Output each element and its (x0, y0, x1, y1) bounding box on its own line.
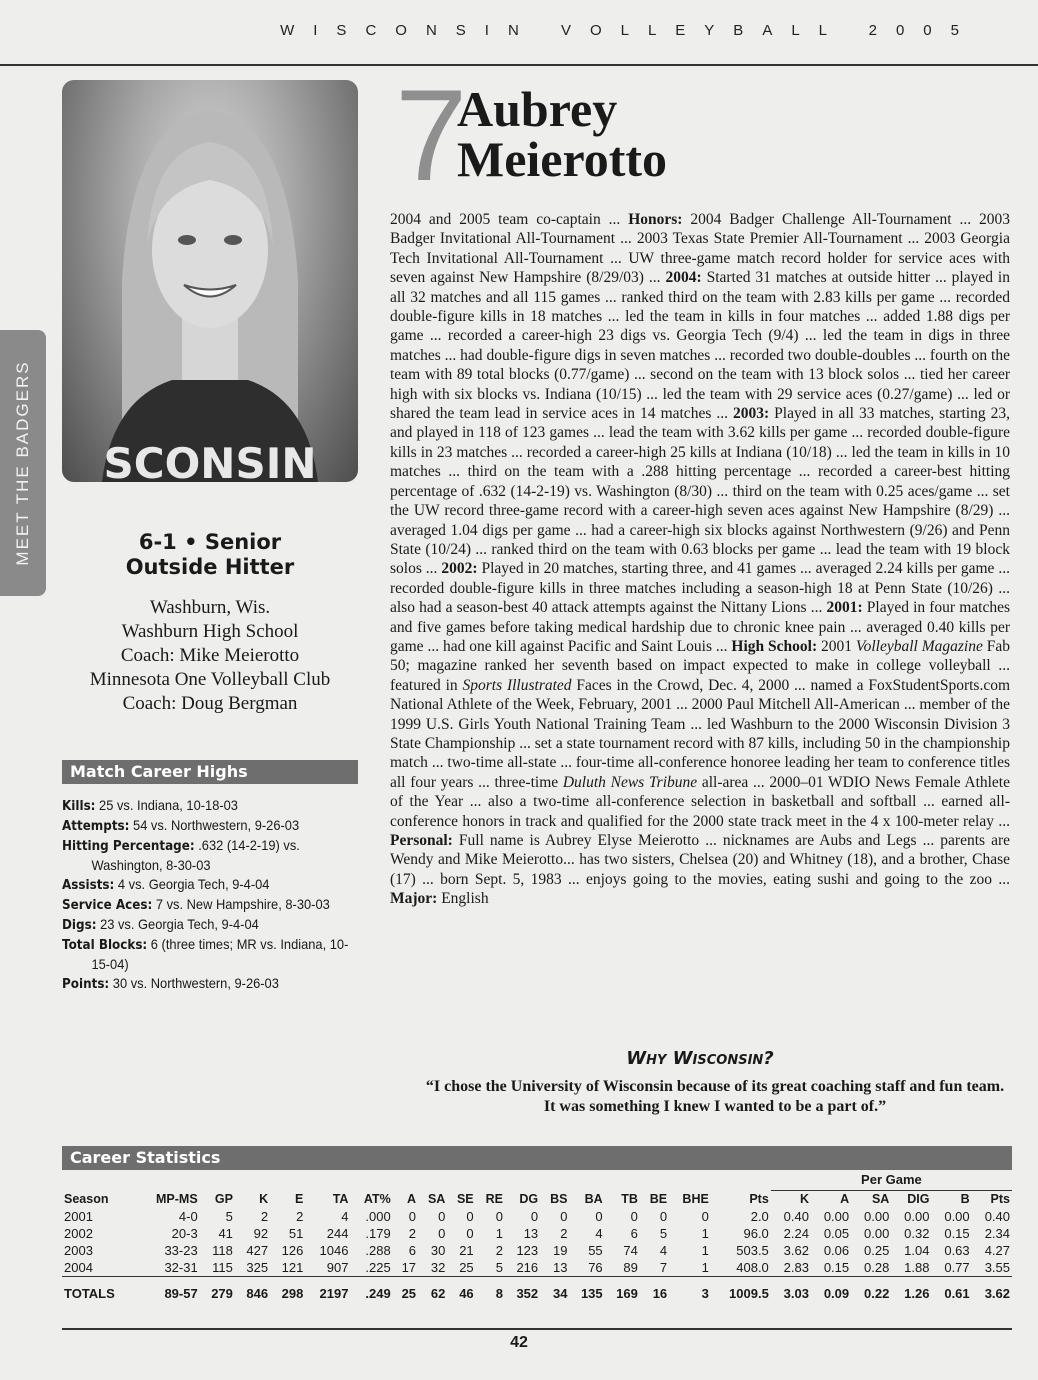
club: Minnesota One Volleyball Club (89, 669, 331, 690)
table-cell: 279 (200, 1276, 235, 1305)
table-header (62, 1190, 1012, 1208)
column-header: GP (214, 1191, 233, 1206)
column-header: TB (621, 1191, 638, 1206)
table-cell: .179 (365, 1225, 391, 1241)
column-header: Pts (990, 1192, 1010, 1206)
table-cell: 89 (623, 1259, 638, 1275)
table-cell: 96.0 (743, 1225, 769, 1241)
table-cell: 0.32 (904, 1225, 930, 1241)
table-cell: 0 (408, 1208, 417, 1224)
table-cell: 0.40 (984, 1208, 1010, 1224)
table-cell: .000 (365, 1208, 391, 1224)
table-cell: 4.27 (984, 1242, 1010, 1258)
table-cell: 0.15 (944, 1225, 970, 1241)
column-header: BA (584, 1191, 603, 1206)
table-cell: 0.63 (944, 1242, 970, 1258)
table-cell: 1 (495, 1225, 503, 1241)
table-cell: 0.06 (823, 1242, 850, 1258)
column-header: B (960, 1192, 970, 1206)
column-header: SE (456, 1191, 474, 1206)
high-school: Washburn High School (121, 621, 299, 642)
table-row (62, 1225, 1012, 1242)
table-cell: 4 (341, 1208, 349, 1224)
table-row (62, 1259, 1012, 1277)
player-photo (62, 80, 358, 482)
table-cell: 0 (495, 1208, 503, 1224)
table-cell: 1.04 (904, 1242, 930, 1258)
table-cell: 33-23 (164, 1242, 198, 1258)
table-cell: .288 (365, 1242, 391, 1258)
table-cell: 0.25 (864, 1242, 890, 1258)
stats-table (62, 1170, 1012, 1305)
career-highs-title: Match Career Highs (62, 760, 358, 784)
column-header: A (407, 1191, 417, 1206)
player-name (457, 81, 668, 187)
table-cell: 169 (605, 1276, 640, 1305)
table-cell: 13 (523, 1225, 539, 1241)
career-high-item: Service Aces: 7 vs. New Hampshire, 8-30-03 (62, 896, 330, 913)
table-cell: 0.22 (851, 1276, 891, 1305)
position: Outside Hitter (125, 555, 295, 579)
club-coach: Coach: Doug Bergman (122, 693, 298, 714)
table-cell: 76 (588, 1259, 603, 1275)
table-cell: 216 (516, 1259, 539, 1275)
running-header (0, 0, 1038, 66)
table-cell: 123 (516, 1242, 539, 1258)
table-cell: .225 (365, 1259, 391, 1275)
first-name: Aubrey (457, 81, 618, 137)
table-cell: 2003 (64, 1242, 93, 1258)
table-cell: 6 (630, 1225, 638, 1241)
table-cell: 408.0 (736, 1259, 769, 1275)
column-header: K (799, 1192, 809, 1206)
career-stats-title: Career Statistics (62, 1146, 1012, 1170)
table-cell: 0 (466, 1225, 474, 1241)
jersey-text: SCONSIN (103, 439, 317, 482)
career-high-item: Kills: 25 vs. Indiana, 10-18-03 (62, 797, 238, 814)
table-cell: 0.00 (864, 1225, 890, 1241)
table-cell: 0.61 (931, 1276, 971, 1305)
table-cell: 503.5 (736, 1242, 769, 1258)
player-bio: 2004 and 2005 team co-captain ... Honors: 2004 Badger Challenge All-Tournament ... 2003 Badger Invitational All-Tournament ... 2003 Texas State Premier All-Tournament ... 2003 Georgia Tech Invitational All-Tournament ... UW three-game match record holder for service aces with seven against New Hampshire (8/29/03) ... 2004: Started 31 matches at outside hitter ... played in all 32 matches and all 115 games ... ranked third on the team with 2.83 kills per game ... recorded double-figure kills in 18 matches ... led the team in kills in four matches ... added 1.88 digs per game ... recorded a career-high 23 digs vs. Georgia Tech (9/4) ... led the team in digs in three matches ... had double-figure digs in seven matches ... recorded two double-doubles ... fourth on the team with 89 total blocks (0.77/game) ... second on the team with 13 block solos ... tied her career high with six blocks vs. Indiana (10/15) ... led the team with 29 service aces (0.27/game) ... led or shared the team lead in service aces in 14 matches ... 2003: Played in all 33 matches, starting 23, and played in 118 of 123 games ... lead the team with 3.62 kills per game ... recorded double-figure kills in 23 matches ... recorded a career-high 25 kills at Indiana (10/18) ... led the team in kills in 10 matches ... third on the team with a .288 hitting percentage ... recorded a career-best hitting percentage of .632 (14-2-19) vs. Washington (8/30) ... third on the team with 0.25 aces/game ... set the UW record three-game record with a career-high seven aces against New Hampshire (8/29) ... averaged 1.04 digs per game ... had a career-high six blocks against Northwestern (9/26) and Penn State (10/24) ... ranked third on the team with 0.63 blocks per game ... lead the team with 19 block solos ... 2002: Played in 20 matches, starting three, and 41 games ... averaged 2.24 kills per game ... recorded double-figure kills in three matches including a season-high 18 at Penn State (10/26) ... also had a season-best 40 attack attempts against the Nittany Lions ... 2001: Played in four matches and five games before taking medical hardship due to chronic knee pain ... averaged 0.40 kills per game ... had one kill against Pacific and Saint Louis ... High School: 2001 Volleyball Magazine Fab 50; magazine ranked her seventh based on impact expected to make in college volleyball ... featured in Sports Illustrated Faces in the Crowd, Dec. 4, 2000 ... named a FoxStudentSports.com National Athlete of the Week, February, 2001 ... 2000 Paul Mitchell All-American ... member of the 1999 U.S. Girls Youth National Training Team ... led Washburn to the 2000 Wisconsin Division 3 State Championship ... set a state tournament record with 87 kills, including 50 in the championship match ... two-time all-state ... four-time all-conference honoree leading her team to conference titles all four years ... three-time Duluth News Tribune all-area ... 2000–01 WDIO News Female Athlete of the Year ... also a two-time all-conference selection in basketball and softball ... earned all-conference honors in track and qualified for the 2000 state track meet in the 4 x 100-meter relay ... Personal: Full name is Aubrey Elyse Meierotto ... nicknames are Aubs and Legs ... parents are Wendy and Mike Meierotto... has two sisters, Chelsea (20) and Whitney (18), and a brother, Chase (17) ... born Sept. 5, 1983 ... enjoys going to the movies, eating sushi and going to the zoo ... Major: English (390, 211, 1011, 908)
table-cell: 25 (459, 1259, 474, 1275)
table-cell: 2 (560, 1225, 568, 1241)
table-cell: 0 (438, 1208, 446, 1224)
column-header: A (840, 1192, 850, 1206)
table-cell: 0.00 (944, 1208, 970, 1224)
column-header: BE (649, 1191, 668, 1206)
hs-coach: Coach: Mike Meierotto (120, 645, 300, 666)
table-cell: 34 (540, 1276, 569, 1305)
column-header: BHE (682, 1191, 709, 1206)
table-cell: 55 (588, 1242, 603, 1258)
footer-rule (62, 1328, 1012, 1330)
table-cell: 13 (552, 1259, 568, 1275)
career-high-item: Attempts: 54 vs. Northwestern, 9-26-03 (62, 817, 300, 834)
table-cell: 0 (560, 1208, 568, 1224)
table-cell: 1.26 (891, 1276, 931, 1305)
table-cell: 51 (288, 1225, 304, 1241)
table-cell: 5 (225, 1208, 233, 1224)
table-cell: 115 (212, 1259, 233, 1275)
table-cell: 16 (640, 1276, 669, 1305)
table-cell: 3.62 (783, 1242, 809, 1258)
table-cell: 325 (246, 1259, 269, 1275)
career-high-item: Hitting Percentage: .632 (14-2-19) vs. Washington, 8-30-03 (62, 837, 300, 873)
table-cell: 2.34 (984, 1225, 1010, 1241)
why-quote: “I chose the University of Wisconsin because of its great coaching staff and fun team. It was something I knew I wanted to be a part of.” (425, 1078, 1005, 1115)
table-cell: 1 (701, 1259, 709, 1275)
table-cell: 74 (623, 1242, 638, 1258)
table-cell: 2004 (64, 1259, 93, 1275)
table-cell: 4-0 (178, 1208, 198, 1224)
per-game-label: Per Game (771, 1170, 1012, 1190)
jersey-number: 7 (395, 62, 468, 208)
table-cell: 1 (701, 1242, 709, 1258)
column-header: AT% (363, 1191, 391, 1206)
career-highs-box (62, 760, 358, 994)
table-cell: 2 (260, 1208, 269, 1224)
table-cell: 0.00 (823, 1208, 850, 1224)
player-info (62, 530, 358, 716)
table-cell: 0.77 (944, 1259, 970, 1275)
table-cell: 2.24 (783, 1225, 809, 1241)
totals-row (62, 1276, 1012, 1305)
column-header: Pts (749, 1191, 769, 1206)
table-cell: 1.88 (904, 1259, 930, 1275)
table-row (62, 1242, 1012, 1259)
table-cell: 1009.5 (711, 1276, 771, 1305)
table-cell: 0 (466, 1208, 474, 1224)
table-cell: 21 (459, 1242, 474, 1258)
table-cell: 2.0 (750, 1208, 769, 1224)
table-cell: 244 (326, 1225, 349, 1241)
table-cell: 46 (447, 1276, 475, 1305)
table-cell: 2197 (305, 1276, 350, 1305)
column-header: DG (519, 1191, 539, 1206)
table-cell: 0.05 (823, 1225, 850, 1241)
table-cell: 32 (430, 1259, 446, 1275)
table-cell: 3.55 (984, 1259, 1010, 1275)
table-row (62, 1208, 1012, 1225)
table-cell: 2 (495, 1242, 503, 1258)
table-cell: 0.15 (823, 1259, 850, 1275)
table-cell: 17 (401, 1259, 417, 1275)
table-cell: .249 (350, 1276, 392, 1305)
career-statistics (62, 1146, 1012, 1305)
column-header: DIG (907, 1192, 930, 1206)
running-head-text: WISCONSIN VOLLEYBALL 2005 (280, 22, 978, 39)
table-cell: 32-31 (164, 1259, 198, 1275)
table-cell: 2002 (64, 1225, 93, 1241)
table-cell: 118 (212, 1242, 233, 1258)
table-cell: 30 (430, 1242, 446, 1258)
table-cell: 4 (595, 1225, 603, 1241)
table-cell: 1 (701, 1225, 709, 1241)
column-header: K (259, 1191, 269, 1206)
table-cell: 907 (326, 1259, 349, 1275)
last-name: Meierotto (457, 131, 668, 187)
table-cell: 352 (505, 1276, 540, 1305)
table-cell: 427 (246, 1242, 269, 1258)
table-cell: 0 (659, 1208, 668, 1224)
table-cell: 846 (235, 1276, 270, 1305)
table-cell: 3 (669, 1276, 711, 1305)
why-title: Why Wisconsin? (626, 1048, 774, 1069)
why-wisconsin (390, 1048, 1010, 1117)
column-header: Season (64, 1191, 109, 1206)
column-header: MP-MS (156, 1191, 198, 1206)
table-cell: 20-3 (171, 1225, 198, 1241)
table-cell: 5 (495, 1259, 503, 1275)
height-class: 6-1 • Senior (138, 530, 282, 554)
table-cell: 2001 (64, 1208, 93, 1224)
table-cell: 3.62 (972, 1276, 1012, 1305)
table-cell: 0 (701, 1208, 709, 1224)
table-cell: 0 (595, 1208, 603, 1224)
table-cell: 298 (270, 1276, 305, 1305)
table-cell: 0.40 (783, 1208, 809, 1224)
table-cell: 0.09 (811, 1276, 851, 1305)
column-header: SA (427, 1191, 446, 1206)
career-high-item: Digs: 23 vs. Georgia Tech, 9-4-04 (62, 916, 259, 933)
table-cell: 0 (630, 1208, 638, 1224)
table-cell: 1046 (319, 1242, 349, 1258)
column-header: RE (485, 1191, 503, 1206)
column-header: SA (871, 1192, 890, 1206)
table-cell: 2 (408, 1225, 417, 1241)
career-high-item: Assists: 4 vs. Georgia Tech, 9-4-04 (62, 876, 270, 893)
table-cell: 5 (659, 1225, 668, 1241)
table-cell: 62 (418, 1276, 447, 1305)
section-side-tab (0, 330, 46, 596)
table-cell: 92 (253, 1225, 269, 1241)
table-cell: 8 (476, 1276, 505, 1305)
table-cell: 0.28 (864, 1259, 890, 1275)
side-tab-label: MEET THE BADGERS (13, 360, 32, 566)
table-cell: 19 (552, 1242, 568, 1258)
table-cell: 0 (438, 1225, 446, 1241)
page-number: 42 (510, 1334, 528, 1351)
table-cell: 0 (530, 1208, 539, 1224)
column-header: BS (550, 1191, 568, 1206)
career-highs-list (62, 796, 358, 994)
column-header: TA (332, 1191, 349, 1206)
table-cell: 0.00 (864, 1208, 890, 1224)
table-cell: TOTALS (62, 1276, 137, 1305)
table-cell: 41 (218, 1225, 233, 1241)
table-cell: 7 (659, 1259, 668, 1275)
column-header: E (295, 1191, 304, 1206)
table-cell: 25 (393, 1276, 418, 1305)
career-high-item: Total Blocks: 6 (three times; MR vs. Indiana, 10-15-04) (62, 936, 349, 972)
table-cell: 121 (281, 1259, 304, 1275)
career-high-item: Points: 30 vs. Northwestern, 9-26-03 (62, 975, 279, 992)
table-cell: 3.03 (771, 1276, 811, 1305)
hometown: Washburn, Wis. (149, 597, 271, 618)
table-cell: 6 (408, 1242, 417, 1258)
table-cell: 4 (659, 1242, 668, 1258)
table-cell: 135 (569, 1276, 604, 1305)
table-cell: 2 (296, 1208, 304, 1224)
table-cell: 126 (281, 1242, 304, 1258)
table-cell: 2.83 (783, 1259, 809, 1275)
table-cell: 89-57 (137, 1276, 200, 1305)
table-cell: 0.00 (904, 1208, 930, 1224)
